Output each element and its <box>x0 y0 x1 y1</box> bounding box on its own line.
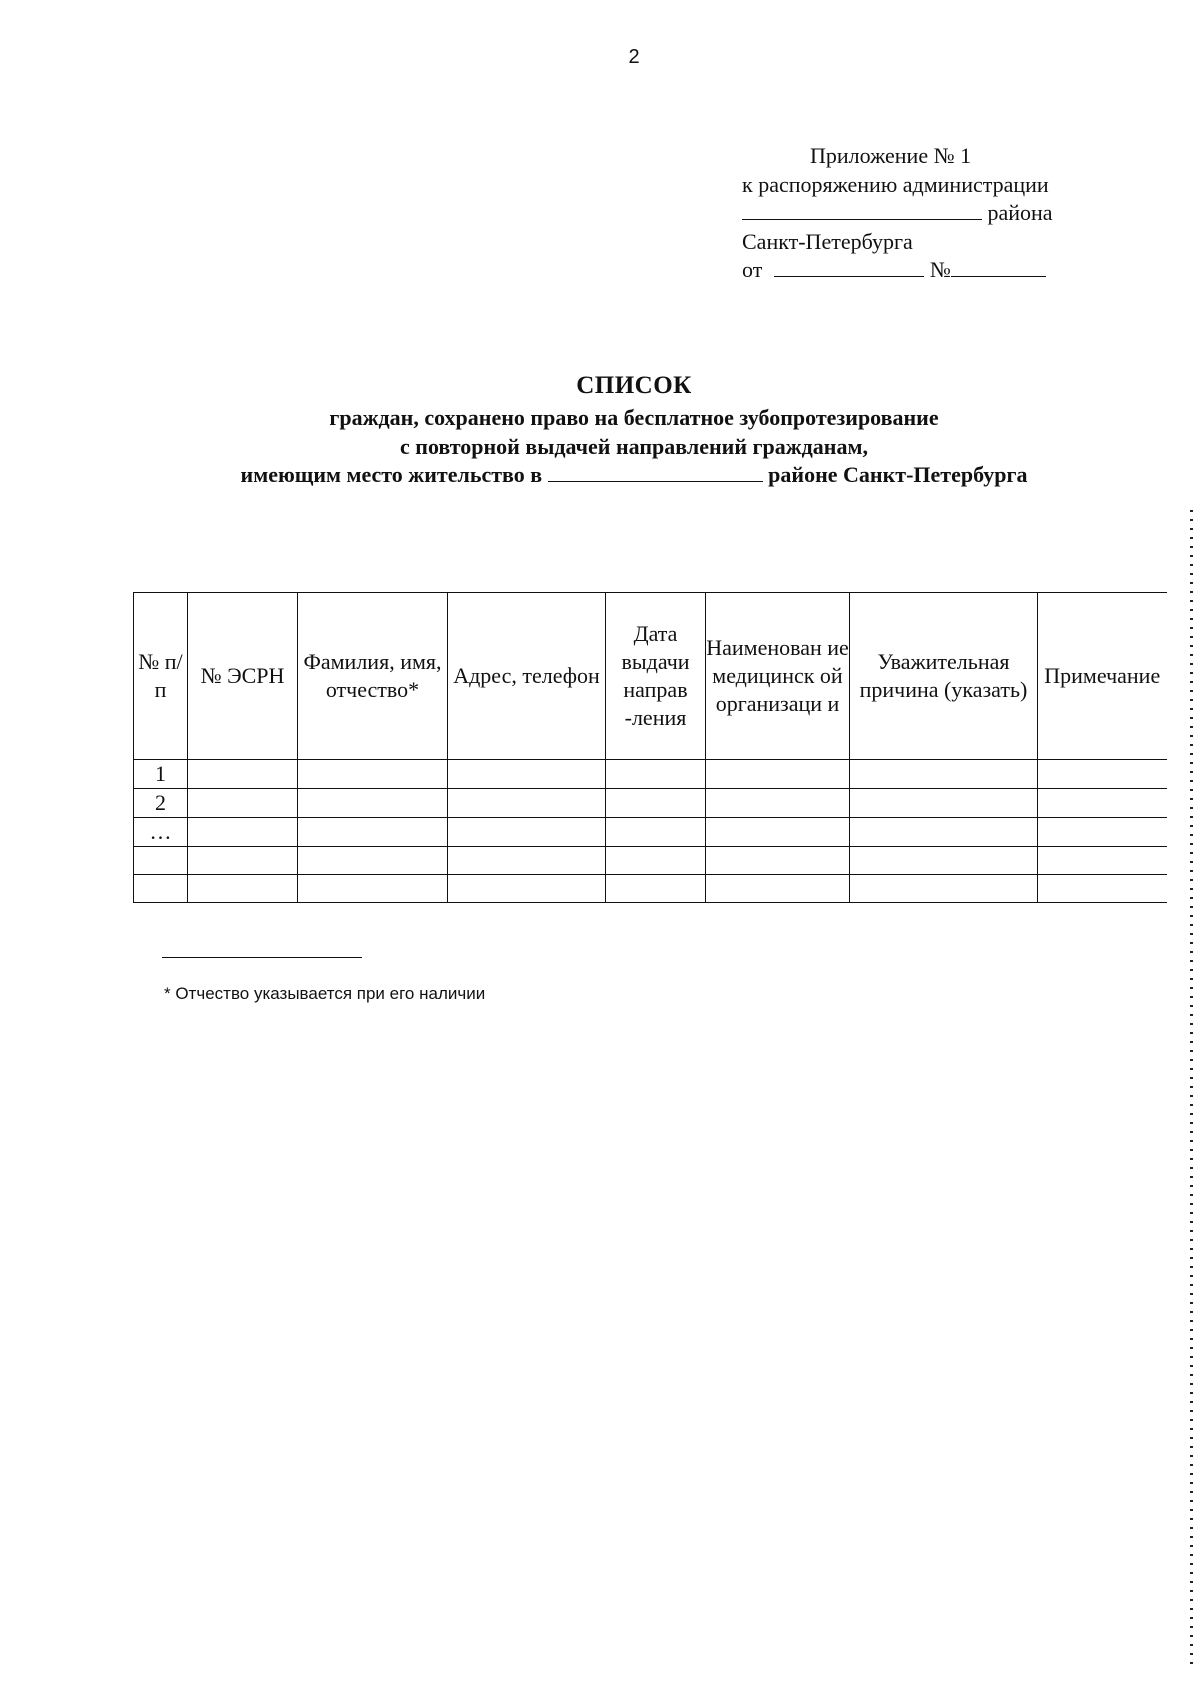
appendix-line-date <box>742 256 1112 285</box>
number-blank <box>951 258 1046 277</box>
table-cell <box>1038 818 1167 847</box>
heading-line-3-suffix: районе Санкт-Петербурга <box>768 462 1028 487</box>
appendix-line-city: Санкт-Петербурга <box>742 228 913 254</box>
col-header-note: Примечание <box>1038 593 1167 760</box>
table-cell <box>606 789 706 818</box>
heading-line-3-prefix: имеющим место жительство в <box>240 462 543 487</box>
district-blank <box>742 201 982 220</box>
table-cell <box>850 760 1038 789</box>
table-cell <box>448 760 606 789</box>
heading-district-blank <box>548 461 763 482</box>
date-blank <box>774 258 924 277</box>
table-cell <box>298 789 448 818</box>
row-number-cell: … <box>134 818 188 847</box>
citizens-table <box>133 592 1167 903</box>
table-cell <box>706 789 850 818</box>
col-header-address: Адрес, телефон <box>448 593 606 760</box>
row-number-cell: 2 <box>134 789 188 818</box>
col-header-full-name: Фамилия, имя, отчество* <box>298 593 448 760</box>
appendix-block <box>742 142 1112 285</box>
table-cell <box>1038 847 1167 875</box>
heading-line-1: граждан, сохранено право на бесплатное зубопротезирование <box>329 405 939 430</box>
scan-edge-marks <box>1190 510 1193 1670</box>
table-cell <box>448 789 606 818</box>
table-row <box>134 847 1167 875</box>
table-cell <box>606 760 706 789</box>
table-cell <box>298 847 448 875</box>
col-header-esrn: № ЭСРН <box>188 593 298 760</box>
table-cell <box>606 847 706 875</box>
table-cell <box>850 818 1038 847</box>
appendix-title: Приложение № 1 <box>810 143 972 168</box>
table-cell <box>850 789 1038 818</box>
table-cell <box>448 847 606 875</box>
row-number-cell: 1 <box>134 760 188 789</box>
table-row <box>134 875 1167 903</box>
col-header-reason: Уважительная причина (указать) <box>850 593 1038 760</box>
col-header-number: № п/п <box>134 593 188 760</box>
table-cell <box>298 760 448 789</box>
table-cell <box>850 847 1038 875</box>
table-cell <box>298 875 448 903</box>
table-cell <box>188 789 298 818</box>
table-row <box>134 760 1167 789</box>
table-cell <box>448 818 606 847</box>
page-number: 2 <box>628 46 640 68</box>
table-cell <box>606 818 706 847</box>
col-header-issue-date: Дата выдачи направ -ления <box>606 593 706 760</box>
heading-line-2: с повторной выдачей направлений гражданам, <box>400 433 868 459</box>
heading-line-3 <box>0 461 1200 490</box>
row-number-cell <box>134 875 188 903</box>
appendix-line-district <box>742 199 1112 228</box>
table-cell <box>606 875 706 903</box>
table-cell <box>1038 760 1167 789</box>
district-suffix: района <box>987 200 1053 225</box>
table-cell <box>706 818 850 847</box>
table-cell <box>850 875 1038 903</box>
number-label: № <box>929 257 951 282</box>
table-row <box>134 818 1167 847</box>
table-cell <box>188 760 298 789</box>
table-cell <box>706 847 850 875</box>
row-number-cell <box>134 847 188 875</box>
table-cell <box>188 875 298 903</box>
footnote-separator <box>162 957 362 958</box>
table-cell <box>1038 789 1167 818</box>
table-cell <box>1038 875 1167 903</box>
table-cell <box>188 818 298 847</box>
heading-title: СПИСОК <box>576 372 692 399</box>
footnote: * Отчество указывается при его наличии <box>164 984 486 1003</box>
document-heading <box>0 368 1200 490</box>
table-header-row <box>134 593 1167 760</box>
table-cell <box>448 875 606 903</box>
appendix-line-order: к распоряжению администрации <box>742 171 1049 197</box>
table-cell <box>188 847 298 875</box>
table-cell <box>706 760 850 789</box>
table-cell <box>706 875 850 903</box>
table-row <box>134 789 1167 818</box>
table-cell <box>298 818 448 847</box>
col-header-medical-org: Наименован ие медицинск ой организаци и <box>706 593 850 760</box>
date-label: от <box>742 257 763 282</box>
